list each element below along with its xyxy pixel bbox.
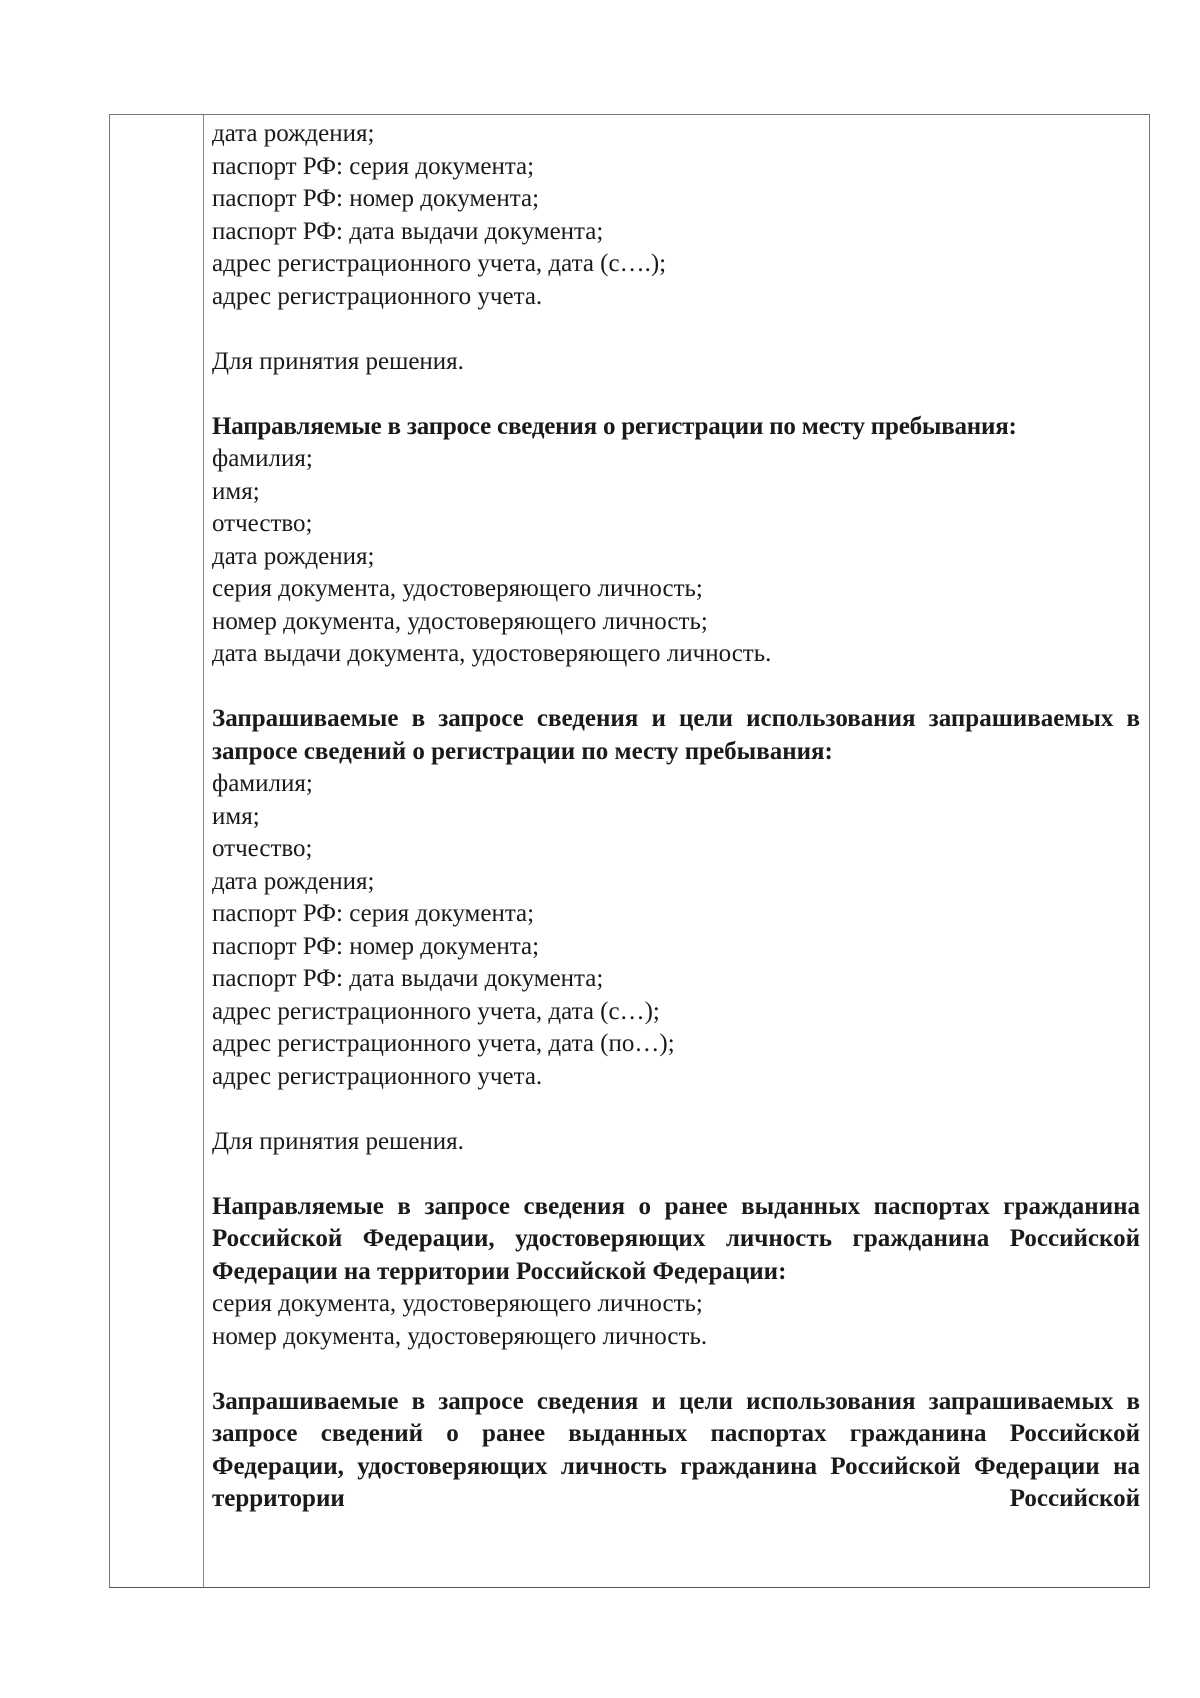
- block-stay-registration-requested: [212, 703, 1140, 1158]
- section-heading: Направляемые в запросе сведения о ранее выданных паспортах гражданина Российской Федерации, удостоверяющих личность гражданина Российской Федерации на территории Российской Федерации:: [212, 1192, 1140, 1285]
- list-item: паспорт РФ: серия документа;: [212, 152, 535, 180]
- list-item: имя;: [212, 802, 260, 830]
- list-item: отчество;: [212, 510, 313, 537]
- list-item: адрес регистрационного учета.: [212, 1062, 543, 1090]
- list-item: имя;: [212, 477, 260, 505]
- block-previous-passports-sent: [212, 1191, 1140, 1354]
- list-item: серия документа, удостоверяющего личность;: [212, 575, 703, 602]
- list-item: фамилия;: [212, 445, 313, 472]
- list-item: фамилия;: [212, 770, 313, 797]
- block-previous-passports-requested: [212, 1386, 1140, 1516]
- section-heading: Запрашиваемые в запросе сведения и цели использования запрашиваемых в запросе сведений о ранее выданных паспортах гражданина Российской Федерации, удостоверяющих личность гражданина Российской Федерации на территории Российской: [212, 1387, 1140, 1512]
- list-item: адрес регистрационного учета, дата (с….);: [212, 250, 667, 277]
- purpose-text: Для принятия решения.: [212, 347, 464, 375]
- list-item: отчество;: [212, 835, 313, 862]
- list-item: паспорт РФ: номер документа;: [212, 185, 540, 212]
- section-heading: Запрашиваемые в запросе сведения и цели использования запрашиваемых в запросе сведений о регистрации по месту пребывания:: [212, 705, 1140, 765]
- cell-content: [212, 118, 1140, 1516]
- column-divider: [203, 115, 204, 1587]
- list-item: паспорт РФ: серия документа;: [212, 900, 535, 927]
- list-item: паспорт РФ: дата выдачи документа;: [212, 217, 604, 245]
- list-item: номер документа, удостоверяющего личность;: [212, 607, 708, 635]
- block-stay-registration-sent: [212, 411, 1140, 671]
- list-item: номер документа, удостоверяющего личность.: [212, 1322, 708, 1350]
- list-item: адрес регистрационного учета, дата (с…);: [212, 997, 660, 1025]
- list-item: дата рождения;: [212, 867, 375, 895]
- list-item: дата рождения;: [212, 120, 375, 147]
- list-item: дата рождения;: [212, 542, 375, 570]
- list-item: адрес регистрационного учета, дата (по…);: [212, 1030, 675, 1057]
- list-item: паспорт РФ: номер документа;: [212, 932, 540, 960]
- section-heading: Направляемые в запросе сведения о регистрации по месту пребывания:: [212, 412, 1017, 440]
- list-item: серия документа, удостоверяющего личность;: [212, 1290, 703, 1317]
- list-item: дата выдачи документа, удостоверяющего личность.: [212, 640, 772, 667]
- block-registration-address-fields: [212, 118, 1140, 378]
- list-item: адрес регистрационного учета.: [212, 282, 543, 310]
- list-item: паспорт РФ: дата выдачи документа;: [212, 965, 604, 992]
- purpose-text: Для принятия решения.: [212, 1127, 464, 1155]
